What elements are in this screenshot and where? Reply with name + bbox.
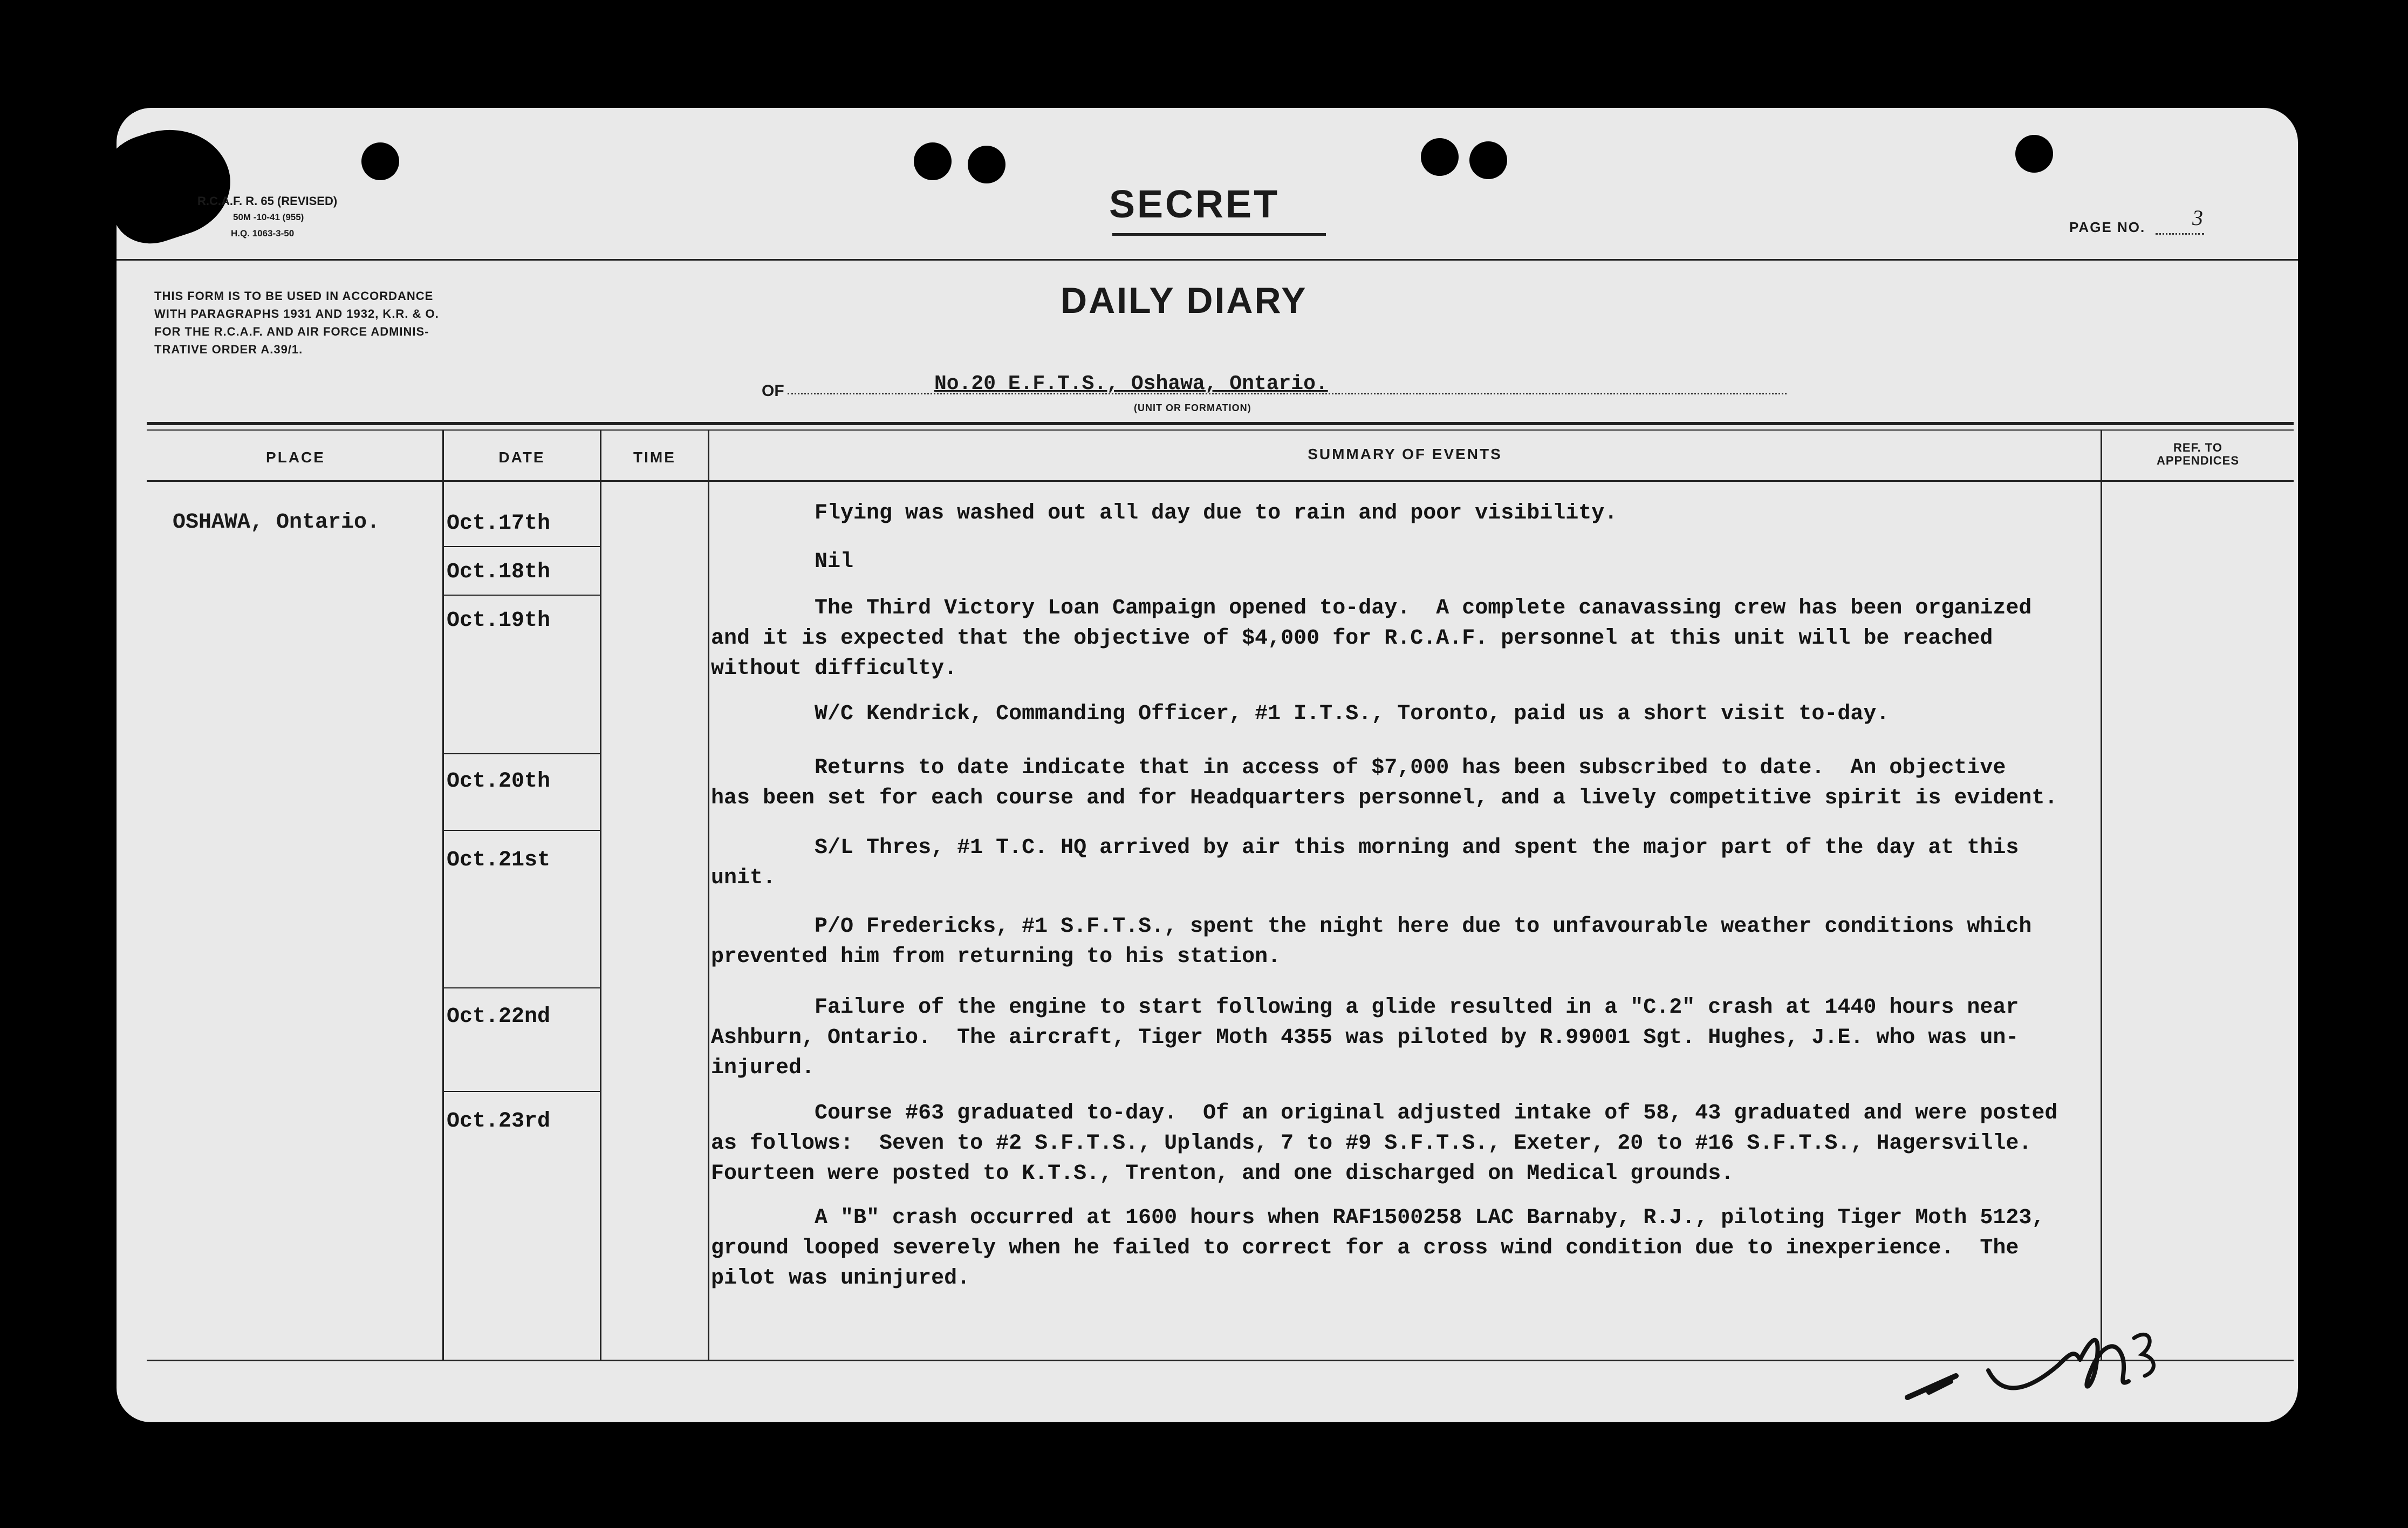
column-header-summary: SUMMARY OF EVENTS [1308,446,1502,462]
page-label: PAGE NO. [2069,219,2146,235]
diary-entry: Failure of the engine to start following a glide resulted in a "C.2" crash at 1440 hours near Ashburn, Ontario. The aircraft, Tiger Moth 4355 was piloted by R.99001 Sgt. Hughes, J.E. who was un- injured. [711,995,2019,1080]
column-header-place: PLACE [266,449,325,466]
page-number: 3 [2192,206,2203,230]
date-separator [444,753,600,754]
column-header-ref-line: APPENDICES [2156,454,2240,467]
diary-entry: Returns to date indicate that in access of $7,000 has been subscribed to date. An objective has been set for each course and for Headquarters personnel, and a lively competitive spirit is evident. [711,756,2058,810]
column-header-ref-line: REF. TO [2173,441,2222,454]
instruction-line: TRATIVE ORDER A.39/1. [154,343,303,356]
instruction-line: FOR THE R.C.A.F. AND AIR FORCE ADMINIS- [154,325,429,338]
unit-caption: (UNIT OR FORMATION) [1134,403,1251,413]
place-value: OSHAWA, Ontario. [173,510,380,535]
column-header-time: TIME [633,449,676,466]
handwritten-signature [1897,1306,2199,1414]
form-number [197,193,337,242]
date-separator [444,546,600,547]
unit-name: No.20 E.F.T.S., Oshawa, Ontario. [934,372,1328,395]
punch-hole [2015,135,2053,173]
page-number-line [2156,233,2204,235]
punch-hole [914,142,952,180]
punch-hole [361,142,399,180]
date-cell: Oct.20th [447,769,551,794]
diary-entry: W/C Kendrick, Commanding Officer, #1 I.T.S., Toronto, paid us a short visit to-day. [711,702,1890,726]
date-separator [444,830,600,831]
column-divider [708,431,709,1361]
diary-entry: Course #63 graduated to-day. Of an original adjusted intake of 58, 43 graduated and were posted as follows: Seven to #2 S.F.T.S., Uplands, 7 to #9 S.F.T.S., Exeter, 20 to #16 S.F.T.S., Hagersville. Fourteen were posted to K.T.S., Trenton, and one discharged on Medical grounds. [711,1101,2058,1186]
instruction-line: WITH PARAGRAPHS 1931 AND 1932, K.R. & O. [154,307,439,320]
punch-hole [1469,141,1507,179]
date-separator [444,595,600,596]
punch-hole [968,146,1005,183]
diary-entry: S/L Thres, #1 T.C. HQ arrived by air this morning and spent the major part of the day at this unit. [711,836,2019,890]
date-separator [444,1091,600,1092]
column-divider [2101,431,2102,1361]
header-rule [117,259,2298,261]
date-separator [444,987,600,988]
date-cell: Oct.22nd [447,1005,551,1029]
form-instructions [154,287,439,358]
diary-entry: A "B" crash occurred at 1600 hours when RAF1500258 LAC Barnaby, R.J., piloting Tiger Moth 5123, ground looped severely when he failed to correct for a cross wind condition due to inexperience. The pilot was uninjured. [711,1206,2045,1291]
page-title: DAILY DIARY [1061,280,1308,321]
diary-entry: The Third Victory Loan Campaign opened to-day. A complete canavassing crew has been organized and it is expected that the objective of $4,000 for R.C.A.F. personnel at this unit will be reached without difficulty. [711,596,2032,681]
diary-entry: Flying was washed out all day due to rain and poor visibility. [711,501,1618,526]
table-top-rule [147,422,2294,425]
diary-entry: P/O Fredericks, #1 S.F.T.S., spent the night here due to unfavourable weather conditions which prevented him from returning to his station. [711,915,2032,969]
diary-sheet [117,108,2298,1422]
form-number-line: 50M -10-41 (955) [233,212,304,222]
date-cell: Oct.18th [447,560,551,584]
column-divider [442,431,444,1361]
column-header-rule [147,480,2294,482]
column-divider [600,431,601,1361]
classification-underline [1112,233,1326,236]
date-cell: Oct.17th [447,511,551,536]
table-top-rule [147,429,2294,431]
column-header-date: DATE [498,449,545,466]
of-label: OF [762,382,784,400]
form-number-line: H.Q. 1063-3-50 [231,228,295,238]
date-cell: Oct.21st [447,848,551,872]
date-cell: Oct.19th [447,609,551,633]
classification: SECRET [1109,183,1280,226]
instruction-line: THIS FORM IS TO BE USED IN ACCORDANCE [154,289,434,303]
column-header-ref [2102,441,2294,467]
date-cell: Oct.23rd [447,1109,551,1134]
diary-entry: Nil [711,550,854,574]
form-number-line: R.C.A.F. R. 65 (REVISED) [197,194,338,208]
punch-hole [1421,138,1459,176]
